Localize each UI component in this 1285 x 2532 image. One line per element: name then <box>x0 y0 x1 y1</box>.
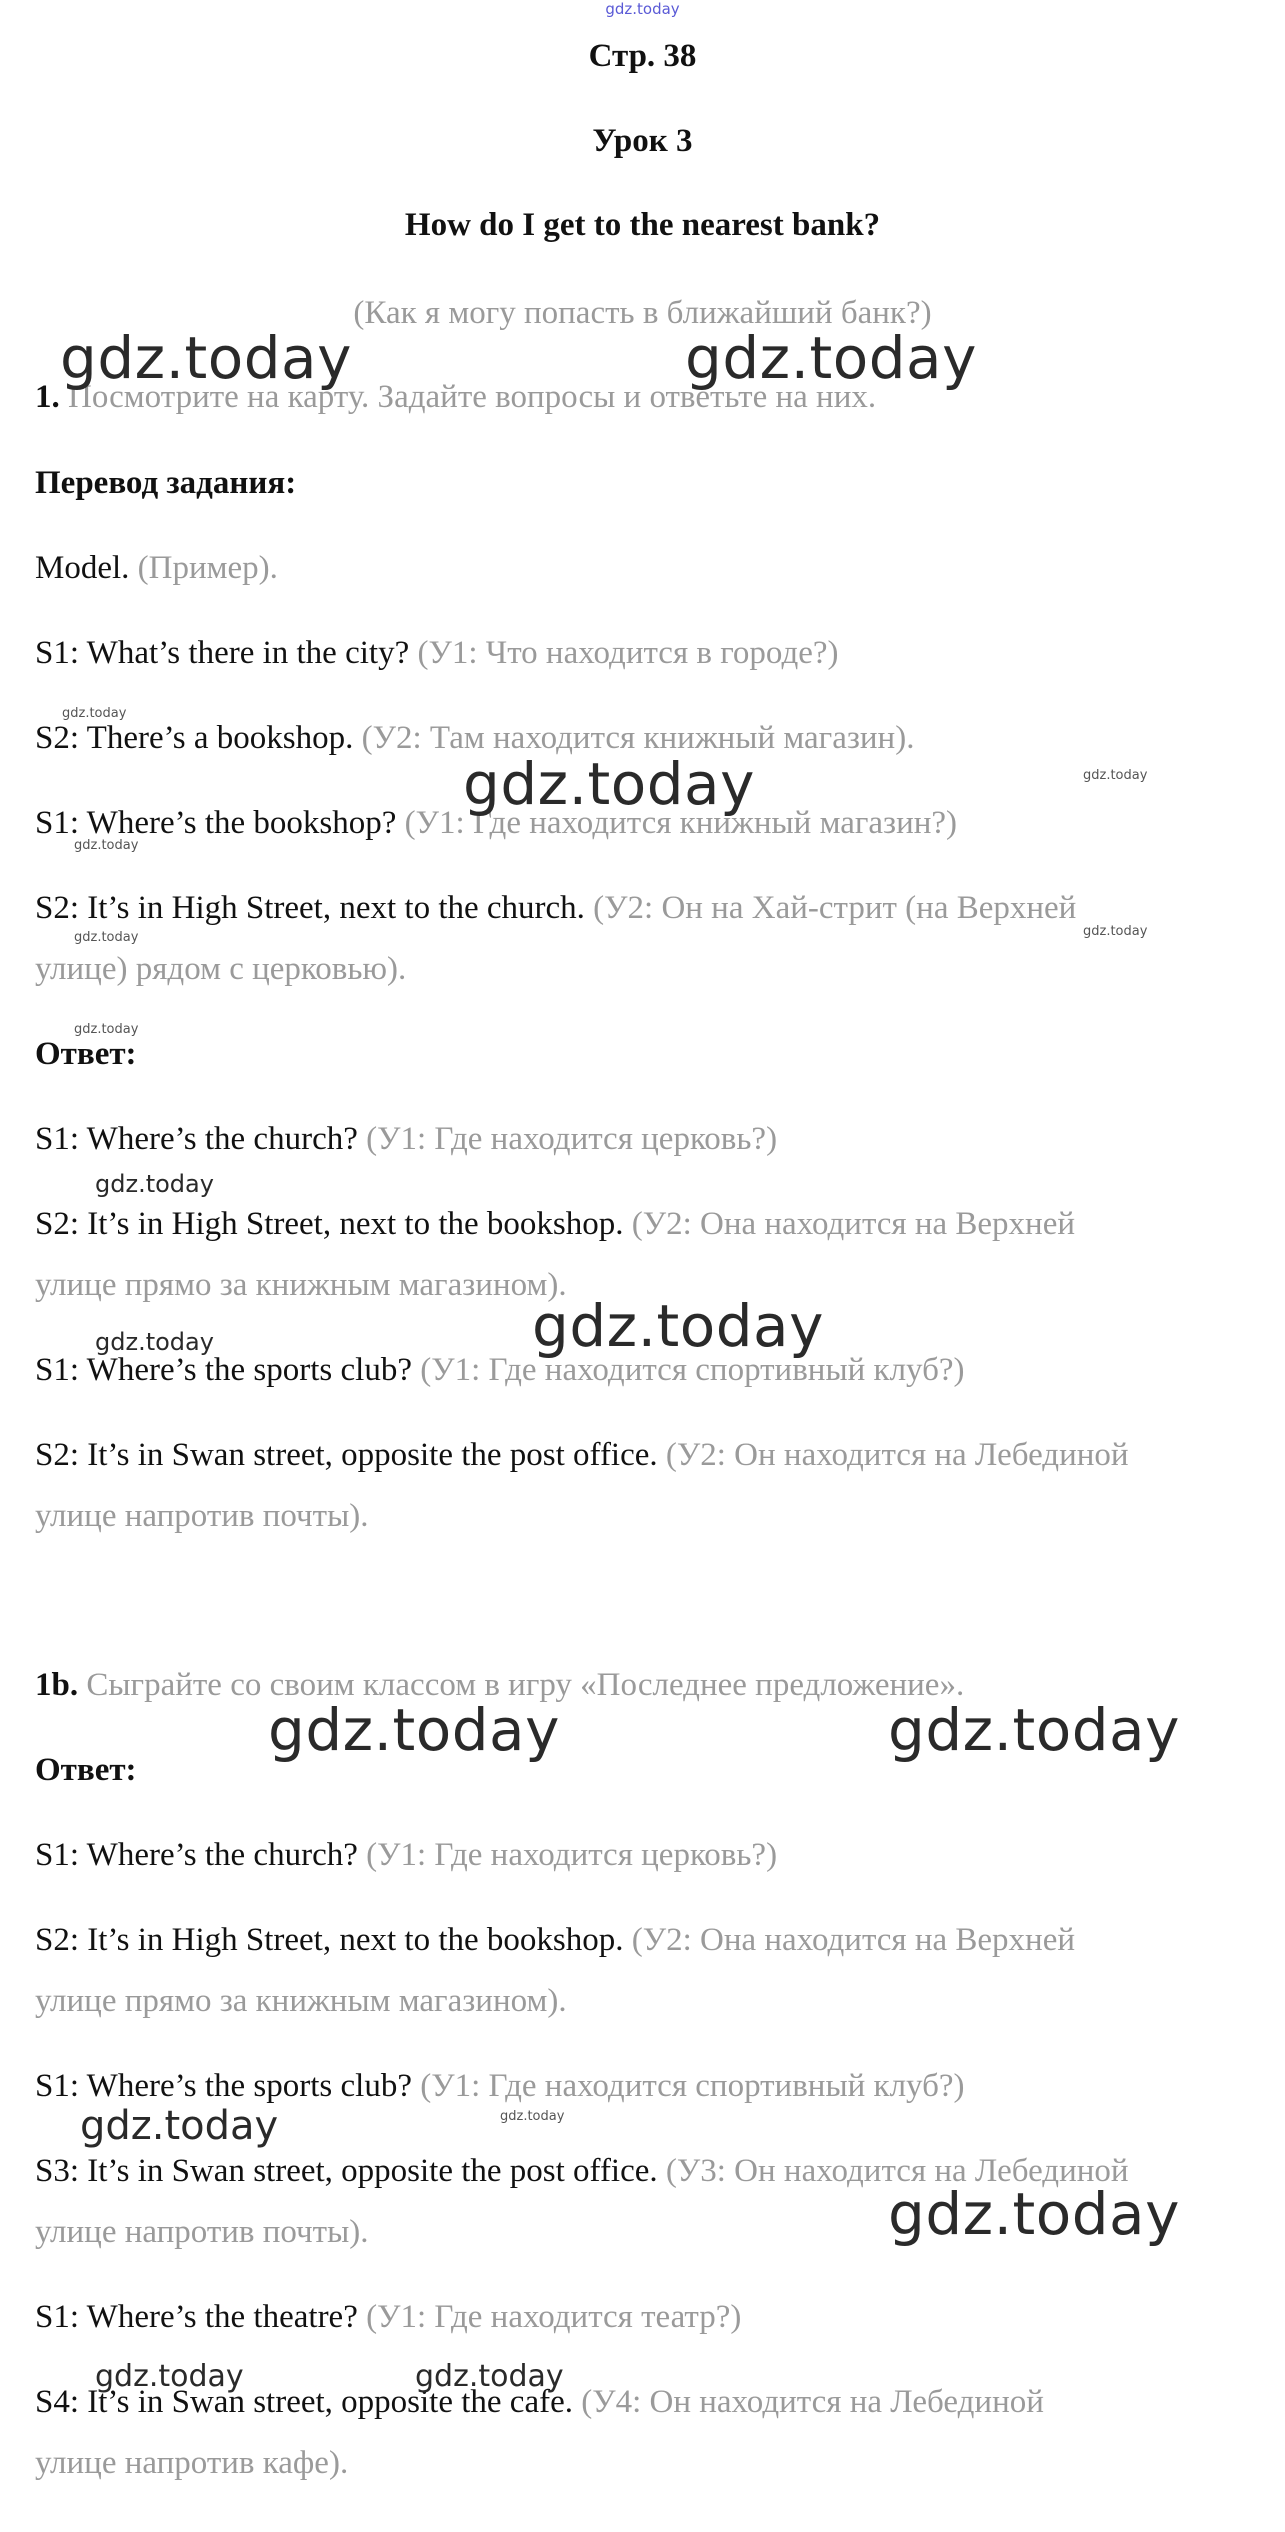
dialogue-english: S1: Where’s the church? <box>35 1837 358 1873</box>
dialogue-translation-continued: улице напротив почты). <box>35 1498 369 1534</box>
dialogue-english: S1: What’s there in the city? <box>35 635 410 671</box>
watermark: gdz.today <box>95 1170 214 1198</box>
watermark: gdz.today <box>685 324 977 392</box>
lesson-title: Урок 3 <box>592 123 693 159</box>
dialogue-english: S2: It’s in High Street, next to the bookshop. <box>35 1206 624 1242</box>
dialogue-english: S1: Where’s the sports club? <box>35 2068 412 2104</box>
answer-dialogue-line <box>35 1835 777 1875</box>
dialogue-translation-continued: улице прямо за книжным магазином). <box>35 1267 567 1303</box>
watermark: gdz.today <box>500 2109 565 2124</box>
dialogue-translation: (У2: Она находится на Верхней <box>631 1922 1076 1958</box>
model-line <box>35 548 278 588</box>
watermark: gdz.today <box>532 1292 824 1360</box>
answer-dialogue-line <box>35 1435 1129 1475</box>
watermark: gdz.today <box>463 750 755 818</box>
dialogue-translation: (У2: Он на Хай-стрит (на Верхней <box>593 890 1077 926</box>
page-number: Стр. 38 <box>588 38 697 74</box>
dialogue-translation: (У1: Где находится книжный магазин?) <box>404 805 958 841</box>
watermark: gdz.today <box>1083 768 1148 783</box>
dialogue-english: S2: It’s in Swan street, opposite the post office. <box>35 1437 658 1473</box>
answer-dialogue-line <box>35 1204 1075 1244</box>
watermark: gdz.today <box>1083 924 1148 939</box>
watermark: gdz.today <box>888 1696 1180 1764</box>
watermark: gdz.today <box>95 2359 244 2394</box>
dialogue-english: S3: It’s in Swan street, opposite the post office. <box>35 2153 658 2189</box>
dialogue-english: S1: Where’s the theatre? <box>35 2299 358 2335</box>
watermark: gdz.today <box>888 2180 1180 2248</box>
watermark: gdz.today <box>74 930 139 945</box>
dialogue-translation: (У2: Он находится на Лебединой <box>665 1437 1129 1473</box>
task1b-instruction-text: Сыграйте со своим классом в игру «Последнее предложение». <box>86 1667 965 1703</box>
model-dialogue-line <box>35 888 1076 928</box>
dialogue-english: S2: It’s in High Street, next to the bookshop. <box>35 1922 624 1958</box>
dialogue-english: S4: It’s in Swan street, opposite the cafe. <box>35 2384 573 2420</box>
model-translation: (Пример). <box>137 550 278 586</box>
top-watermark: gdz.today <box>605 0 680 18</box>
dialogue-translation-continued: улице напротив кафе). <box>35 2445 349 2481</box>
dialogue-english: S2: There’s a bookshop. <box>35 720 354 756</box>
dialogue-translation: (У2: Она находится на Верхней <box>631 1206 1076 1242</box>
model-label: Model. <box>35 550 130 586</box>
dialogue-english: S1: Where’s the bookshop? <box>35 805 397 841</box>
dialogue-english: S1: Where’s the church? <box>35 1121 358 1157</box>
dialogue-translation-continued: улице) рядом с церковью). <box>35 951 407 987</box>
task1-number: 1. <box>35 379 60 415</box>
answer-heading: Ответ: <box>35 1752 137 1788</box>
translation-heading: Перевод задания: <box>35 465 297 501</box>
dialogue-translation: (У1: Что находится в городе?) <box>417 635 839 671</box>
task1-instruction-text: Посмотрите на карту. Задайте вопросы и ответьте на них. <box>68 379 877 415</box>
dialogue-translation: (У1: Где находится церковь?) <box>366 1837 778 1873</box>
answer-dialogue-line <box>35 2297 741 2337</box>
watermark: gdz.today <box>74 1022 139 1037</box>
dialogue-translation: (У3: Он находится на Лебединой <box>665 2153 1129 2189</box>
dialogue-translation-continued: улице прямо за книжным магазином). <box>35 1983 567 2019</box>
dialogue-translation: (У1: Где находится спортивный клуб?) <box>420 2068 965 2104</box>
model-dialogue-line <box>35 633 839 673</box>
lesson-heading-translation: (Как я могу попасть в ближайший банк?) <box>353 295 932 331</box>
watermark: gdz.today <box>95 1328 214 1356</box>
watermark: gdz.today <box>74 838 139 853</box>
watermark: gdz.today <box>60 324 352 392</box>
answer-heading: Ответ: <box>35 1036 137 1072</box>
answer-dialogue-line <box>35 2066 965 2106</box>
dialogue-translation-continued: улице напротив почты). <box>35 2214 369 2250</box>
watermark: gdz.today <box>80 2103 279 2149</box>
dialogue-translation: (У1: Где находится спортивный клуб?) <box>420 1352 965 1388</box>
watermark: gdz.today <box>415 2359 564 2394</box>
dialogue-translation: (У1: Где находится театр?) <box>366 2299 742 2335</box>
answer-dialogue-line <box>35 1920 1075 1960</box>
dialogue-translation: (У4: Он находится на Лебединой <box>581 2384 1044 2420</box>
dialogue-english: S2: It’s in High Street, next to the church. <box>35 890 585 926</box>
lesson-heading: How do I get to the nearest bank? <box>404 207 881 243</box>
dialogue-english: S1: Where’s the sports club? <box>35 1352 412 1388</box>
watermark: gdz.today <box>268 1696 560 1764</box>
watermark: gdz.today <box>62 706 127 721</box>
dialogue-translation: (У2: Там находится книжный магазин). <box>361 720 915 756</box>
dialogue-translation: (У1: Где находится церковь?) <box>366 1121 778 1157</box>
task1b-number: 1b. <box>35 1667 79 1703</box>
answer-dialogue-line <box>35 1350 965 1390</box>
answer-dialogue-line <box>35 1119 777 1159</box>
